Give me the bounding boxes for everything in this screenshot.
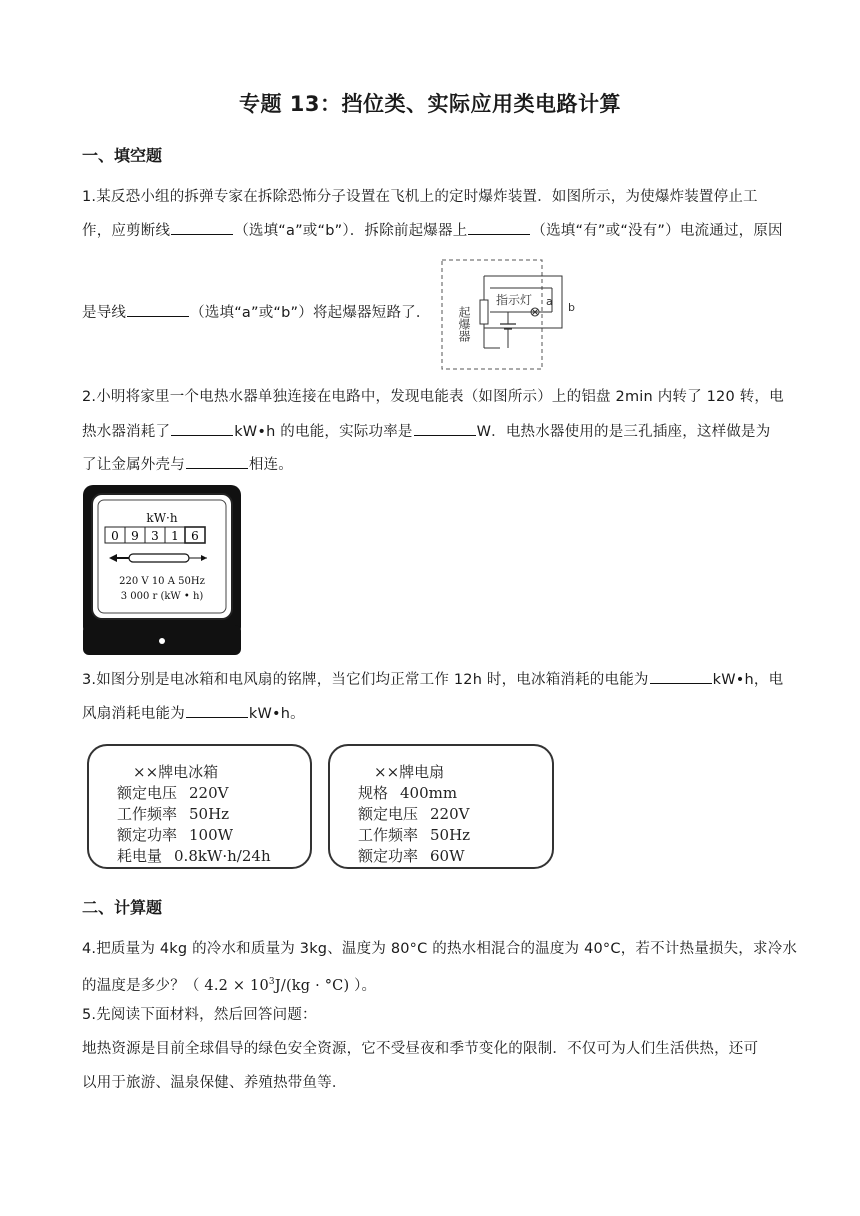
answer-blank [127, 302, 189, 317]
q2-line1: 2.小明将家里一个电热水器单独连接在电路中，发现电能表（如图所示）上的铝盘 2min 内转了 120 转，电 [82, 389, 784, 405]
spec-key: 额定功率 [117, 826, 178, 844]
q1-line1: 1.某反恐小组的拆弹专家在拆除恐怖分子设置在飞机上的定时爆炸装置．如图所示，为使爆炸装置停止工 [82, 189, 758, 205]
nameplate-row [89, 783, 310, 804]
specific-heat-formula [204, 978, 349, 994]
q2-text: 热水器消耗了 [82, 424, 171, 440]
spec-value: 220V [189, 784, 229, 802]
formula-unit: J/(kg · °C) [274, 977, 350, 994]
spec-value: 100W [189, 826, 234, 844]
meter-digit: 1 [171, 529, 179, 543]
answer-blank [414, 421, 476, 436]
spec-key: 工作频率 [117, 805, 178, 823]
q3-text: kW•h。 [248, 706, 305, 722]
nameplate-row [330, 804, 552, 825]
q1-line3 [82, 302, 782, 323]
detonator-circuit-figure [440, 258, 586, 372]
spec-key: 额定电压 [358, 805, 419, 823]
spec-value: 50Hz [189, 805, 230, 823]
fridge-title: ××牌电冰箱 [133, 763, 219, 781]
q3-text: kW•h，电 [712, 672, 784, 688]
answer-blank [171, 220, 233, 235]
formula-exponent: 3 [268, 977, 275, 987]
q3-line2 [82, 703, 782, 724]
nameplate-row [330, 783, 552, 804]
q1-text: （选填“a”或“b”）将起爆器短路了． [190, 305, 431, 321]
q4-text: ）。 [349, 977, 377, 994]
q3-text: 风扇消耗电能为 [82, 706, 185, 722]
nameplate-row [330, 846, 552, 867]
q3-line1 [82, 669, 782, 690]
meter-digit: 6 [191, 529, 199, 543]
section-calc-heading: 二、计算题 [82, 898, 163, 917]
electricity-meter-figure [83, 485, 241, 655]
spec-value: 60W [430, 847, 465, 865]
spec-value: 400mm [400, 784, 458, 802]
fridge-nameplate [87, 744, 312, 869]
q4-line2 [82, 972, 782, 996]
spec-value: 50Hz [430, 826, 471, 844]
detonator-label: 起爆器 [457, 306, 471, 342]
q2-text: W．电热水器使用的是三孔插座，这样做是为 [476, 424, 771, 440]
q2-text: 相连。 [248, 457, 294, 473]
spec-value: 220V [430, 805, 470, 823]
meter-digit: 3 [151, 529, 159, 543]
q1-text: （选填“有”或“没有”）电流通过，原因 [531, 223, 783, 239]
wire-b-label: b [568, 301, 575, 314]
q2-line3 [82, 454, 782, 475]
nameplate-row [330, 825, 552, 846]
answer-blank [186, 454, 248, 469]
q5-line3: 以用于旅游、温泉保健、养殖热带鱼等． [82, 1075, 347, 1091]
spec-key: 额定电压 [117, 784, 178, 802]
q2-text: kW•h 的电能，实际功率是 [234, 424, 413, 440]
answer-blank [186, 703, 248, 718]
meter-unit: kW·h [146, 511, 178, 525]
formula-base: 4.2 × 10 [204, 977, 269, 994]
spec-key: 规格 [358, 784, 389, 802]
q1-line2 [82, 220, 782, 241]
meter-rating: 220 V 10 A 50Hz [119, 576, 205, 587]
spec-key: 额定功率 [358, 847, 419, 865]
q2-line2 [82, 421, 782, 442]
section-fill-heading: 一、填空题 [82, 146, 163, 165]
meter-digit: 9 [131, 529, 139, 543]
nameplate-row [89, 804, 310, 825]
answer-blank [468, 220, 530, 235]
q1-text: （选填“a”或“b”）．拆除前起爆器上 [234, 223, 468, 239]
lamp-label: 指示灯 [496, 293, 533, 307]
spec-key: 耗电量 [117, 847, 163, 865]
q1-text: 作，应剪断线 [82, 223, 171, 239]
page-title: 专题 13：挡位类、实际应用类电路计算 [238, 92, 622, 116]
q5-line2: 地热资源是目前全球倡导的绿色安全资源，它不受昼夜和季节变化的限制．不仅可为人们生活供热，还可 [82, 1041, 759, 1057]
fan-nameplate [328, 744, 554, 869]
fan-title: ××牌电扇 [374, 763, 445, 781]
answer-blank [650, 669, 712, 684]
q3-text: 3.如图分别是电冰箱和电风扇的铭牌，当它们均正常工作 12h 时，电冰箱消耗的电能为 [82, 672, 649, 688]
answer-blank [171, 421, 233, 436]
q2-text: 了让金属外壳与 [82, 457, 185, 473]
spec-value: 0.8kW·h/24h [174, 847, 271, 865]
q5-line1: 5.先阅读下面材料，然后回答问题： [82, 1007, 317, 1023]
q4-text: 的温度是多少？（ [82, 977, 205, 994]
meter-digit: 0 [111, 529, 119, 543]
wire-a-label: a [546, 295, 553, 308]
spec-key: 工作频率 [358, 826, 419, 844]
q1-text: 是导线 [82, 305, 127, 321]
nameplate-row [89, 846, 310, 867]
meter-revs: 3 000 r (kW • h) [120, 591, 204, 602]
nameplate-row [89, 825, 310, 846]
q4-line1: 4.把质量为 4kg 的冷水和质量为 3kg、温度为 80°C 的热水相混合的温度为 40°C，若不计热量损失，求冷水 [82, 941, 798, 957]
